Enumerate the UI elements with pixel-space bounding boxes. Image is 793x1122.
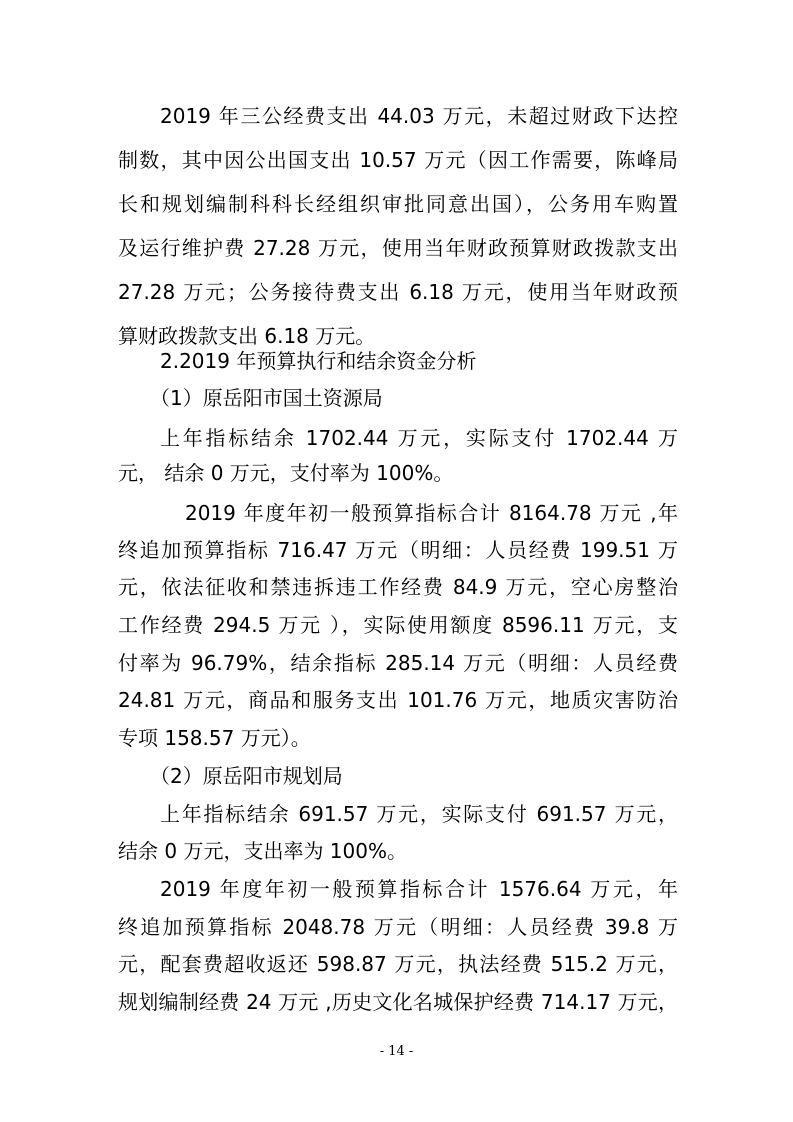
paragraph-line: 元，配套费超收返还 598.87 万元，执法经费 515.2 万元， xyxy=(118,952,678,976)
paragraph-line: 长和规划编制科科长经组织审批同意出国），公务用车购置 xyxy=(118,192,678,216)
paragraph-line: 元， 结余 0 万元，支付率为 100%。 xyxy=(118,461,454,485)
paragraph-line: 工作经费 294.5 万元 ），实际使用额度 8596.11 万元，支 xyxy=(118,613,678,637)
subsection-heading: （2）原岳阳市规划局 xyxy=(150,764,343,788)
paragraph-line: 制数，其中因公出国支出 10.57 万元（因工作需要，陈峰局 xyxy=(118,148,678,172)
paragraph-line: 上年指标结余 691.57 万元，实际支付 691.57 万元， xyxy=(160,802,678,826)
paragraph-line: 及运行维护费 27.28 万元，使用当年财政预算财政拨款支出 xyxy=(118,236,678,260)
paragraph-line: 规划编制经费 24 万元 ,历史文化名城保护经费 714.17 万元， xyxy=(118,990,678,1014)
paragraph-line: 2019 年度年初一般预算指标合计 1576.64 万元，年 xyxy=(160,877,678,901)
paragraph-line: 结余 0 万元，支出率为 100%。 xyxy=(118,839,407,863)
paragraph-line: 专项 158.57 万元）。 xyxy=(118,726,311,750)
paragraph-line: 算财政拨款支出 6.18 万元。 xyxy=(118,324,376,348)
paragraph-line: 上年指标结余 1702.44 万元，实际支付 1702.44 万 xyxy=(160,426,678,450)
paragraph-line: 付率为 96.79%，结余指标 285.14 万元（明细：人员经费 xyxy=(118,651,678,675)
subsection-heading: （1）原岳阳市国土资源局 xyxy=(150,386,383,410)
paragraph-line: 2019 年三公经费支出 44.03 万元，未超过财政下达控 xyxy=(160,104,678,128)
section-heading: 2.2019 年预算执行和结余资金分析 xyxy=(160,349,477,373)
paragraph-line: 2019 年度年初一般预算指标合计 8164.78 万元 ,年 xyxy=(185,501,678,525)
page-number: - 14 - xyxy=(379,1044,414,1059)
paragraph-line: 元，依法征收和禁违拆违工作经费 84.9 万元，空心房整治 xyxy=(118,575,678,599)
paragraph-line: 24.81 万元，商品和服务支出 101.76 万元，地质灾害防治 xyxy=(118,688,678,712)
paragraph-line: 终追加预算指标 2048.78 万元（明细：人员经费 39.8 万 xyxy=(118,915,678,939)
paragraph-line: 终追加预算指标 716.47 万元（明细：人员经费 199.51 万 xyxy=(118,538,678,562)
paragraph-line: 27.28 万元；公务接待费支出 6.18 万元，使用当年财政预 xyxy=(118,280,678,304)
